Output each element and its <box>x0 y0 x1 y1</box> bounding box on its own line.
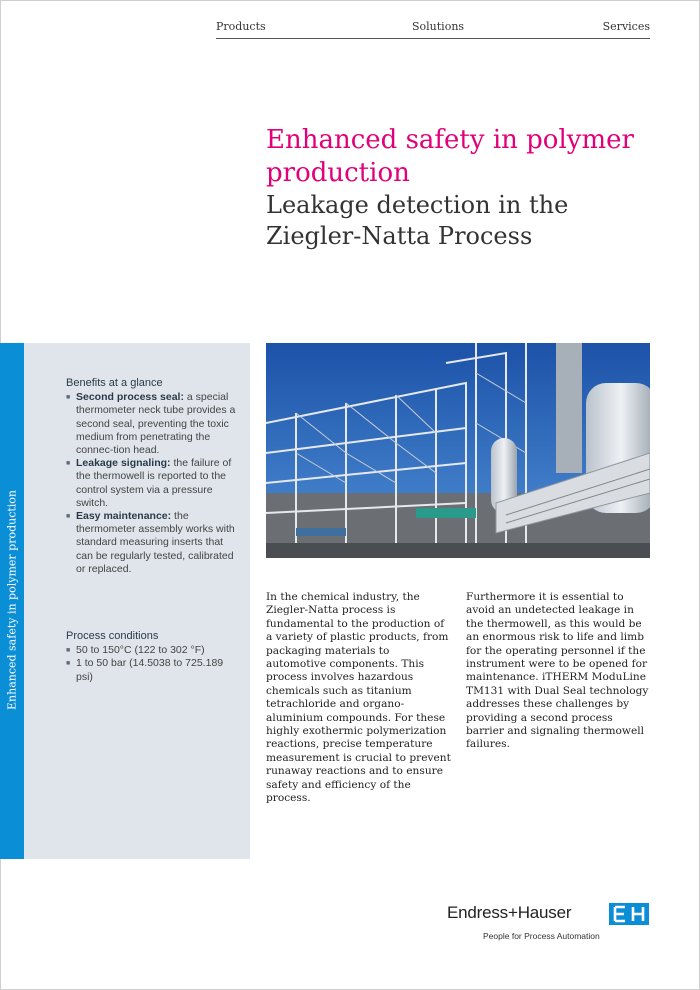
logo-wordmark: Endress+Hauser <box>447 903 572 922</box>
top-nav <box>216 20 650 39</box>
eh-logo-icon <box>609 903 649 925</box>
conditions-heading: Process conditions <box>66 630 159 642</box>
company-logo[interactable] <box>447 903 650 943</box>
conditions-list <box>66 644 242 684</box>
benefit-title: Second process seal: <box>76 391 184 404</box>
page-subtitle: Leakage detection in the Ziegler-Natta Process <box>266 191 569 250</box>
benefit-item <box>66 510 242 576</box>
benefit-text: the thermometer assembly works with standard measuring inserts that can be regularly tested, calibrated or replaced. <box>76 510 235 575</box>
plant-photo <box>266 343 650 558</box>
benefits-heading: Benefits at a glance <box>66 377 163 389</box>
sidebar-panel <box>24 343 250 859</box>
side-tab-label: Enhanced safety in polymer production <box>5 489 19 711</box>
title-block <box>266 124 666 252</box>
benefit-title: Easy maintenance: <box>76 510 172 523</box>
benefit-title: Leakage signaling: <box>76 457 171 470</box>
process-conditions-section <box>66 630 242 684</box>
benefits-section <box>66 377 242 576</box>
benefit-text: a special thermometer neck tube provides a second seal, preventing the toxic medium from penetrating the connec-tion head. <box>76 391 236 457</box>
nav-products-link[interactable]: Products <box>216 20 266 33</box>
benefit-item <box>66 391 242 457</box>
condition-item: ■ 1 to 50 bar (14.5038 to 725.189 psi) <box>66 657 242 683</box>
benefits-list <box>66 391 242 576</box>
benefit-text: the failure of the thermowell is reported to the control system via a pressure switch. <box>76 457 232 509</box>
logo-tagline: People for Process Automation <box>483 931 600 941</box>
body-column-2: Furthermore it is essential to avoid an undetected leakage in the thermowell, as this would be an enormous risk to life and limb for the operating personnel if the instrument were to be opened for maintenance. iTHERM ModuLine TM131 with Dual Seal technology addresses these challenges by providing a second process barrier and signaling thermowell failures. <box>466 591 649 751</box>
nav-services-link[interactable]: Services <box>602 20 650 33</box>
benefit-item <box>66 457 242 510</box>
nav-solutions-link[interactable]: Solutions <box>412 20 465 33</box>
body-column-1: In the chemical industry, the Ziegler-Natta process is fundamental to the production of a variety of plastic products, from packaging materials to automotive components. This process involves hazardous chemicals such as titanium tetrachloride and organo-aluminium compounds. For these highly exothermic polymerization reactions, precise temperature measurement is crucial to prevent runaway reactions and to ensure safety and efficiency of the process. <box>266 591 451 805</box>
condition-item: ■ 50 to 150°C (122 to 302 °F) <box>66 644 242 657</box>
page-title: Enhanced safety in polymer production <box>266 125 634 188</box>
